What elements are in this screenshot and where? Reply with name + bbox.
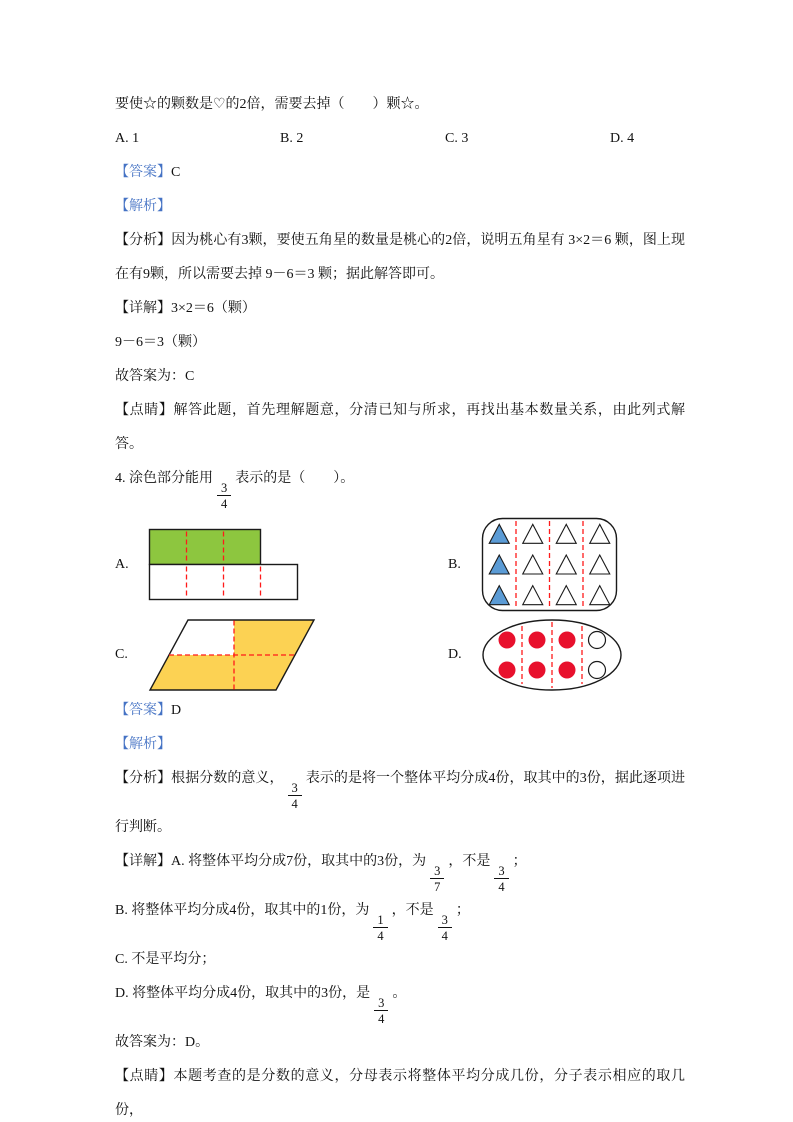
fraction — [438, 913, 452, 943]
text-segment: ，不是 — [448, 854, 491, 869]
fraction — [430, 864, 444, 894]
text-segment: 【分析】根据分数的意义， — [115, 771, 284, 786]
q3-detail-line-1: 【详解】3×2＝6（颗） — [115, 301, 256, 316]
q4-figures-row-1 — [115, 517, 685, 612]
q3-stem: 要使☆的颗数是♡的2倍，需要去掉（ ）颗☆。 — [115, 97, 429, 112]
fraction-denominator: 4 — [221, 497, 228, 511]
q4-figure-b — [448, 517, 618, 612]
q4-figure-c-parallelogram-graphic — [148, 618, 316, 692]
q4-figure-c — [115, 618, 448, 692]
q4-detail-c: C. 不是平均分； — [115, 952, 216, 967]
q4-answer-label: 【答案】 — [115, 703, 171, 718]
fraction — [288, 781, 302, 811]
q4-stem — [115, 462, 685, 511]
q3-option-c: C. 3 — [445, 131, 469, 146]
q3-conclusion: 故答案为：C — [115, 369, 195, 384]
text-segment: 表示的是（ ）。 — [235, 471, 355, 486]
shaded-strip — [150, 529, 261, 564]
shaded-circle — [559, 632, 576, 649]
text-segment: ； — [455, 903, 470, 918]
fraction-numerator: 3 — [374, 996, 388, 1011]
fraction-denominator: 4 — [378, 1012, 385, 1026]
q4-figure-d-label: D. — [448, 647, 462, 662]
text-segment: 表示的是将一个整体平均分成4份，取其中的3份，据此逐项进行判断。 — [115, 771, 686, 835]
q4-figure-d — [448, 618, 623, 692]
unshaded-circle — [589, 662, 606, 679]
q4-detail-d — [115, 977, 685, 1026]
q3-option-b: B. 2 — [280, 131, 304, 146]
q4-figure-a-bars-graphic — [148, 528, 300, 602]
q3-jiexi-line — [115, 190, 685, 224]
q4-figure-a — [115, 528, 448, 602]
q4-answer-line — [115, 694, 685, 728]
q4-jiexi-label: 【解析】 — [115, 737, 171, 752]
fraction-numerator: 3 — [494, 864, 508, 879]
text-segment: 。 — [392, 986, 407, 1001]
q4-detail-b — [115, 894, 685, 943]
text-segment: B. 将整体平均分成4份，取其中的1份，为 — [115, 903, 370, 918]
q3-option-a: A. 1 — [115, 131, 140, 146]
shaded-circle — [529, 632, 546, 649]
fraction-numerator: 3 — [430, 864, 444, 879]
fraction-denominator: 4 — [377, 929, 384, 943]
text-segment: ； — [512, 854, 527, 869]
fraction-denominator: 4 — [441, 929, 448, 943]
q4-note: 【点睛】本题考查的是分数的意义，分母表示将整体平均分成几份，分子表示相应的取几份， — [115, 1069, 685, 1118]
fraction-numerator: 1 — [373, 913, 387, 928]
q4-figure-b-triangles-graphic — [481, 517, 618, 612]
fraction — [374, 996, 388, 1026]
q4-answer-value: D — [171, 703, 182, 718]
text-segment: 4. 涂色部分能用 — [115, 471, 213, 486]
q4-conclusion: 故答案为：D。 — [115, 1035, 210, 1050]
q3-answer-value: C — [171, 165, 181, 180]
q4-figure-d-circles-graphic — [481, 618, 623, 692]
q4-figure-b-label: B. — [448, 556, 461, 572]
shaded-circle — [559, 662, 576, 679]
fraction-denominator: 7 — [434, 880, 441, 894]
fraction-denominator: 4 — [498, 880, 505, 894]
text-segment: 【详解】A. 将整体平均分成7份，取其中的3份，为 — [115, 854, 427, 869]
q3-options-row — [115, 122, 685, 156]
shaded-circle — [529, 662, 546, 679]
fraction-numerator: 3 — [217, 481, 231, 496]
q4-analysis — [115, 762, 685, 845]
q4-figure-a-label: A. — [115, 556, 129, 572]
unshaded-circle — [589, 632, 606, 649]
shaded-circle — [499, 662, 516, 679]
q4-figures-row-2 — [115, 618, 685, 692]
fraction — [217, 481, 231, 511]
fraction — [373, 913, 387, 943]
fraction-denominator: 4 — [291, 797, 298, 811]
fraction-numerator: 3 — [438, 913, 452, 928]
q3-option-d: D. 4 — [610, 131, 635, 146]
text-segment: ，不是 — [391, 903, 434, 918]
q3-analysis: 【分析】因为桃心有3颗，要使五角星的数量是桃心的2倍，说明五角星有 3×2＝6 颗，图上现在有9颗，所以需要去掉 9－6＝3 颗；据此解答即可。 — [115, 233, 685, 282]
q3-answer-label: 【答案】 — [115, 165, 171, 180]
fraction-numerator: 3 — [288, 781, 302, 796]
text-segment: D. 将整体平均分成4份，取其中的3份，是 — [115, 986, 371, 1001]
q4-jiexi-line — [115, 728, 685, 762]
q3-answer-line — [115, 156, 685, 190]
q3-note: 【点睛】解答此题，首先理解题意，分清已知与所求，再找出基本数量关系，由此列式解答。 — [115, 403, 685, 452]
shaded-circle — [499, 632, 516, 649]
q4-detail-a — [115, 845, 685, 894]
q3-detail-line-2: 9－6＝3（颗） — [115, 335, 206, 350]
q4-figure-c-label: C. — [115, 647, 128, 662]
q3-jiexi-label: 【解析】 — [115, 199, 171, 214]
fraction — [494, 864, 508, 894]
